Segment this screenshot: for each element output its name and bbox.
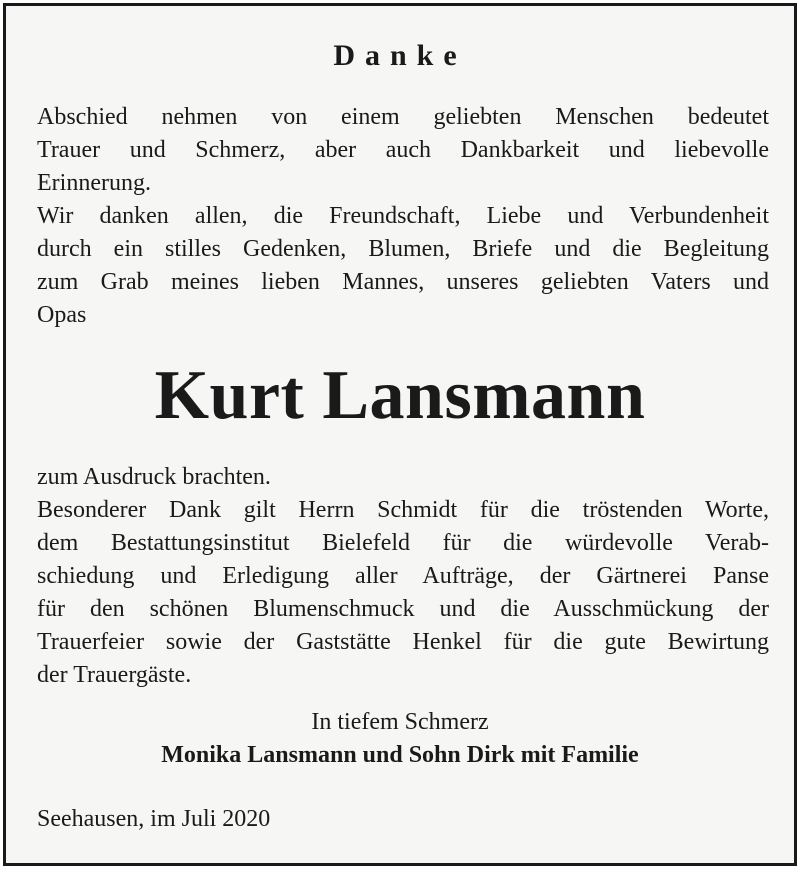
text-line: Wir danken allen, die Freundschaft, Liebe und Verbundenheit — [37, 203, 769, 229]
text-line: der Trauergäste. — [37, 662, 192, 688]
thanks-paragraph — [37, 461, 769, 692]
place-date: Seehausen, im Juli 2020 — [37, 806, 271, 832]
text-line: schiedung und Erledigung aller Aufträge, der Gärtnerei Panse — [37, 563, 769, 589]
text-line: Erinnerung. — [37, 170, 151, 196]
text-line: zum Ausdruck brachten. — [37, 464, 271, 490]
deceased-name: Kurt Lansmann — [154, 357, 646, 434]
signoff-phrase: In tiefem Schmerz — [311, 709, 489, 735]
notice-heading: Danke — [333, 39, 467, 72]
text-line: dem Bestattungsinstitut Bielefeld für die würdevolle Verab- — [37, 530, 769, 556]
signoff-names: Monika Lansmann und Sohn Dirk mit Familie — [161, 742, 639, 768]
intro-paragraph — [37, 101, 769, 332]
text-line: Trauer und Schmerz, aber auch Dankbarkeit und liebevolle — [37, 137, 769, 163]
text-line: Opas — [37, 302, 87, 328]
text-line: zum Grab meines lieben Mannes, unseres geliebten Vaters und — [37, 269, 769, 295]
text-line: durch ein stilles Gedenken, Blumen, Briefe und die Begleitung — [37, 236, 769, 262]
text-line: Besonderer Dank gilt Herrn Schmidt für die tröstenden Worte, — [37, 497, 769, 523]
text-line: Abschied nehmen von einem geliebten Menschen bedeutet — [37, 104, 769, 130]
signoff — [6, 706, 794, 772]
notice-frame — [3, 3, 797, 866]
text-line: für den schönen Blumenschmuck und die Ausschmückung der — [37, 596, 769, 622]
text-line: Trauerfeier sowie der Gaststätte Henkel für die gute Bewirtung — [37, 629, 769, 655]
